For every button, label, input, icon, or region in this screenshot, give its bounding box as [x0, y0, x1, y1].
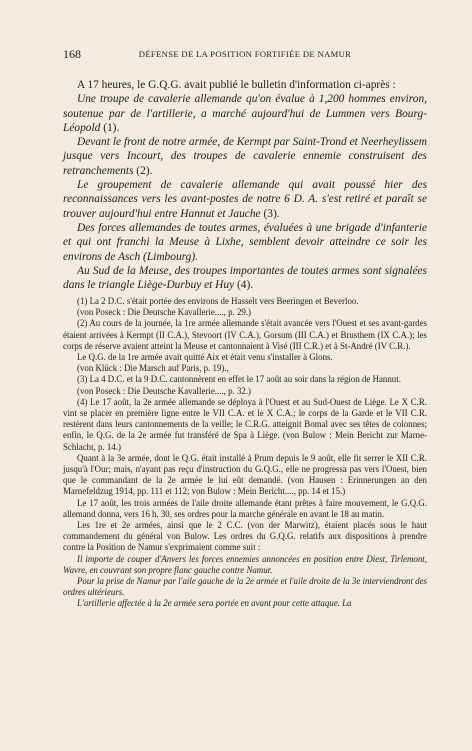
- bulletin-paragraph-1: [63, 92, 427, 135]
- footnote-source: (von Klück : Die Marsch auf Paris, p. 19).,: [77, 363, 229, 374]
- footnote-4-cont: Quant à la 3e armée, dont le Q.G. était installé à Prum depuis le 9 août, elle fit serrer le XII C.R. jusqu'à l'Our; mais, n'ayant pas reçu d'instruction du G.Q.G., elle ne progressa pas vers l'Ouest, bien que le commandant de la 2e armée le lui eût demandé. (von Hausen : Erinnerungen an den Marnefeldzug 1914, pp. 111 et 112; von Bulow : Mein Bericht...., pp. 14 et 15.): [63, 452, 427, 497]
- bulletin-paragraph-3: [63, 178, 427, 221]
- footnote-3: (3) La 4 D.C. et la 9 D.C. cantonnèrent en effet le 17 août au soir dans la région de Hannut.: [77, 374, 401, 385]
- footnote-ref: (1).: [100, 121, 120, 134]
- page-number: 168: [63, 47, 81, 61]
- intro-paragraph: A 17 heures, le G.Q.G. avait publié le bulletin d'information ci-après :: [77, 79, 396, 91]
- bulletin-paragraph-4: Des forces allemandes de toutes armes, évaluées à une brigade d'infanterie et qui ont franchi la Meuse à Lixhe, semblent devoir atteindre ce soir les environs de Asch (Limbourg).: [63, 221, 427, 263]
- footnote-4-cont: Les 1re et 2e armées, ainsi que le 2 C.C. (von der Marwitz), étaient placés sous le haut commandement du général von Bulow. Les ordres du G.Q.G. relatifs aux dispositions à prendre contre la Position de Namur s'exprimaient comme suit :: [63, 520, 427, 553]
- footnote-4-cont: Le 17 août, les trois armées de l'aile droite allemande étant prêtes à faire mouvement, le G.Q.G. allemand donna, vers 16 h. 30, ses ordres pour la marche générale en avant le 18 au matin.: [63, 497, 427, 519]
- footnote-quote: Il importe de couper d'Anvers les forces ennemies annoncées en position entre Diest, Tirlemont, Wavre, en couvrant son propre flanc gauche contre Namur.: [63, 553, 427, 575]
- footnote-ref: (2).: [133, 164, 153, 177]
- footnote-quote: Pour la prise de Namur par l'aile gauche de la 2e armée et l'aile droite de la 3e interviendront des ordres ultérieurs.: [63, 576, 427, 598]
- footnote-ref: (3).: [260, 207, 280, 220]
- footnote-2: (2) Au cours de la journée, la 1re armée allemande s'était avancée vers l'Ouest et ses avant-gardes étaient arrivées à Kermpt (II C.A.), Stevoort (IV C.A.), Gorsum (III C.A.) et Brusthem (IX C.A.); les corps de réserve avaient atteint la Meuse et cantonnaient à Visé (III C.R.) et à St-André (IV C.R.).: [63, 318, 427, 351]
- footnote-source: (von Poseck : Die Deutsche Kavallerie...., p. 32.): [77, 385, 251, 396]
- bulletin-paragraph-5: [63, 264, 427, 293]
- footnote-4: (4) Le 17 août, la 2e armée allemande se déploya à l'Ouest et au Sud-Ouest de Liège. Le X C.R. vint se placer en première ligne entre le VII C.A. et le X C.A.; le corps de la Garde et le VII C.R. restèrent dans leurs cantonnements de la veille; le C.R.G. atteignit Bomal avec ses têtes de colonnes; enfin, le Q.G. de la 2e armée fut transféré de Spa à Liège. (von Bulow : Mein Bericht zur Marne-Schlacht, p. 14.): [63, 396, 427, 452]
- bulletin-text: Au Sud de la Meuse, des troupes importantes de toutes armes sont signalées dans le triangle Liège-Durbuy et Huy: [63, 264, 427, 292]
- footnote-ref: (4).: [234, 279, 254, 292]
- running-title: DÉFENSE DE LA POSITION FORTIFIÉE DE NAMUR: [138, 49, 352, 59]
- bulletin-text: Une troupe de cavalerie allemande qu'on évalue à 1,200 hommes environ, soutenue par de l'artillerie, a marché aujourd'hui de Lummen vers Bourg-Léopold: [63, 93, 427, 134]
- footnote-2-cont: Le Q.G. de la 1re armée avait quitté Aix et était venu s'installer à Glons.: [77, 352, 333, 363]
- footnote-source: (von Poseck : Die Deutsche Kavallerie...., p. 29.): [77, 307, 251, 318]
- bulletin-text: Le groupement de cavalerie allemande qui avait poussé hier des reconnaissances vers les avant-postes de notre 6 D. A. s'est retiré et paraît se trouver aujourd'hui entre Hannut et Jauche: [63, 179, 427, 220]
- footnotes: [63, 296, 427, 610]
- footnote-quote: L'artillerie affectée à la 2e armée sera portée en avant pour cette attaque. La: [77, 598, 352, 609]
- page-header: [63, 47, 427, 63]
- main-text: [63, 78, 427, 292]
- bulletin-text: Devant le front de notre armée, de Kermpt par Saint-Trond et Neerheylissem jusque vers Incourt, des troupes de cavalerie ennemie construisent des retranchements: [63, 136, 427, 177]
- footnote-1: (1) La 2 D.C. s'était portée des environs de Hasselt vers Beeringen et Beverloo.: [77, 296, 359, 306]
- bulletin-paragraph-2: [63, 135, 427, 178]
